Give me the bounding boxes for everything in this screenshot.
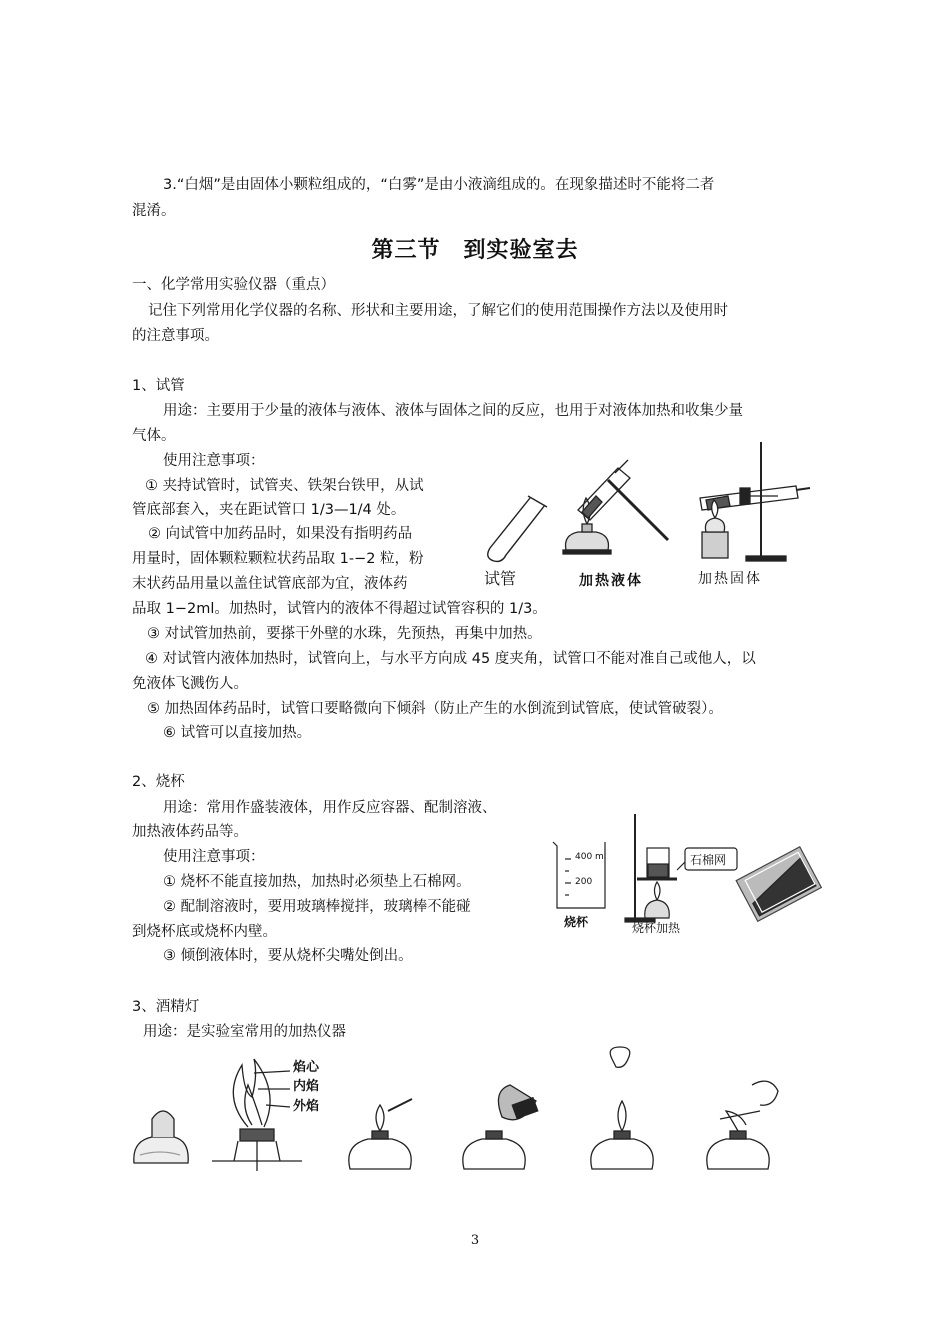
beaker-use-line-2: 加热液体药品等。 [132,824,248,840]
beaker-use-line-1: 用途：常用作盛装液体，用作反应容器、配制溶液、 [163,800,497,816]
test-tube-note-6: ⑥ 试管可以直接加热。 [163,725,312,741]
test-tube-note-4b: 免液体飞溅伤人。 [132,676,248,692]
test-tube-note-2b: 用量时，固体颗粒颗粒状药品取 1-−2 粒，粉 [132,551,424,567]
intro-para-line-2: 的注意事项。 [132,328,219,344]
fig-label-heat-liquid: 加热液体 [579,573,643,589]
beaker-scale-200: 200 [575,877,593,887]
flame-label-inner-flame: 内焰 [293,1079,320,1094]
test-tube-illustration [478,440,818,590]
beaker-illustration [545,810,830,930]
beaker-scale-400: 400 ml [575,852,607,862]
section-title: 第三节 到实验室去 [371,238,579,263]
fig-label-beaker: 烧杯 [564,915,589,929]
beaker-note-1: ① 烧杯不能直接加热，加热时必须垫上石棉网。 [163,874,471,890]
beaker-note-2b: 到烧杯底或烧杯内壁。 [132,924,277,940]
test-tube-note-2c: 末状药品用量以盖住试管底部为宜，液体药 [132,576,408,592]
beaker-notes-title: 使用注意事项： [163,849,265,865]
test-tube-note-1b: 管底部套入，夹在距试管口 1/3—1/4 处。 [132,502,406,518]
beaker-heading: 2、烧杯 [132,774,185,790]
fig-label-test-tube: 试管 [484,569,517,588]
test-tube-note-5: ⑤ 加热固体药品时，试管口要略微向下倾斜（防止产生的水倒流到试管底，使试管破裂）。 [147,701,723,717]
beaker-note-2a: ② 配制溶液时，要用玻璃棒搅拌，玻璃棒不能碰 [163,899,471,915]
fig-label-asbestos-gauze: 石棉网 [690,853,727,867]
test-tube-note-4a: ④ 对试管内液体加热时，试管向上，与水平方向成 45 度夹角，试管口不能对准自己或他人，以 [145,651,756,667]
test-tube-note-2d: 品取 1−2ml。加热时，试管内的液体不得超过试管容积的 1/3。 [132,601,547,617]
flame-label-outer-flame: 外焰 [293,1099,320,1114]
intro-line-1: 3.“白烟”是由固体小颗粒组成的，“白雾”是由小液滴组成的。在现象描述时不能将二者 [163,177,715,193]
beaker-note-3: ③ 倾倒液体时，要从烧杯尖嘴处倒出。 [163,948,413,964]
flame-label-inner-core: 焰心 [293,1060,320,1075]
test-tube-use-line-1: 用途：主要用于少量的液体与液体、液体与固体之间的反应，也用于对液体加热和收集少量 [163,403,743,419]
alcohol-lamp-use: 用途：是实验室常用的加热仪器 [143,1024,346,1040]
heading-instruments: 一、化学常用实验仪器（重点） [132,277,335,293]
test-tube-heading: 1、试管 [132,378,185,394]
test-tube-use-line-2: 气体。 [132,428,176,444]
test-tube-note-1a: ① 夹持试管时，试管夹、铁架台铁甲，从试 [145,478,424,494]
fig-label-heat-solid: 加热固体 [698,571,762,587]
alcohol-lamp-illustration [130,1045,770,1175]
test-tube-note-3: ③ 对试管加热前，要搽干外壁的水珠，先预热，再集中加热。 [147,626,542,642]
test-tube-note-2a: ② 向试管中加药品时，如果没有指明药品 [148,526,413,542]
intro-line-2: 混淆。 [132,203,176,219]
alcohol-lamp-heading: 3、酒精灯 [132,999,200,1015]
test-tube-notes-title: 使用注意事项： [163,453,265,469]
intro-para-line-1: 记住下列常用化学仪器的名称、形状和主要用途，了解它们的使用范围操作方法以及使用时 [148,303,728,319]
page-number: 3 [470,1233,480,1248]
fig-label-beaker-heating: 烧杯加热 [632,921,681,935]
